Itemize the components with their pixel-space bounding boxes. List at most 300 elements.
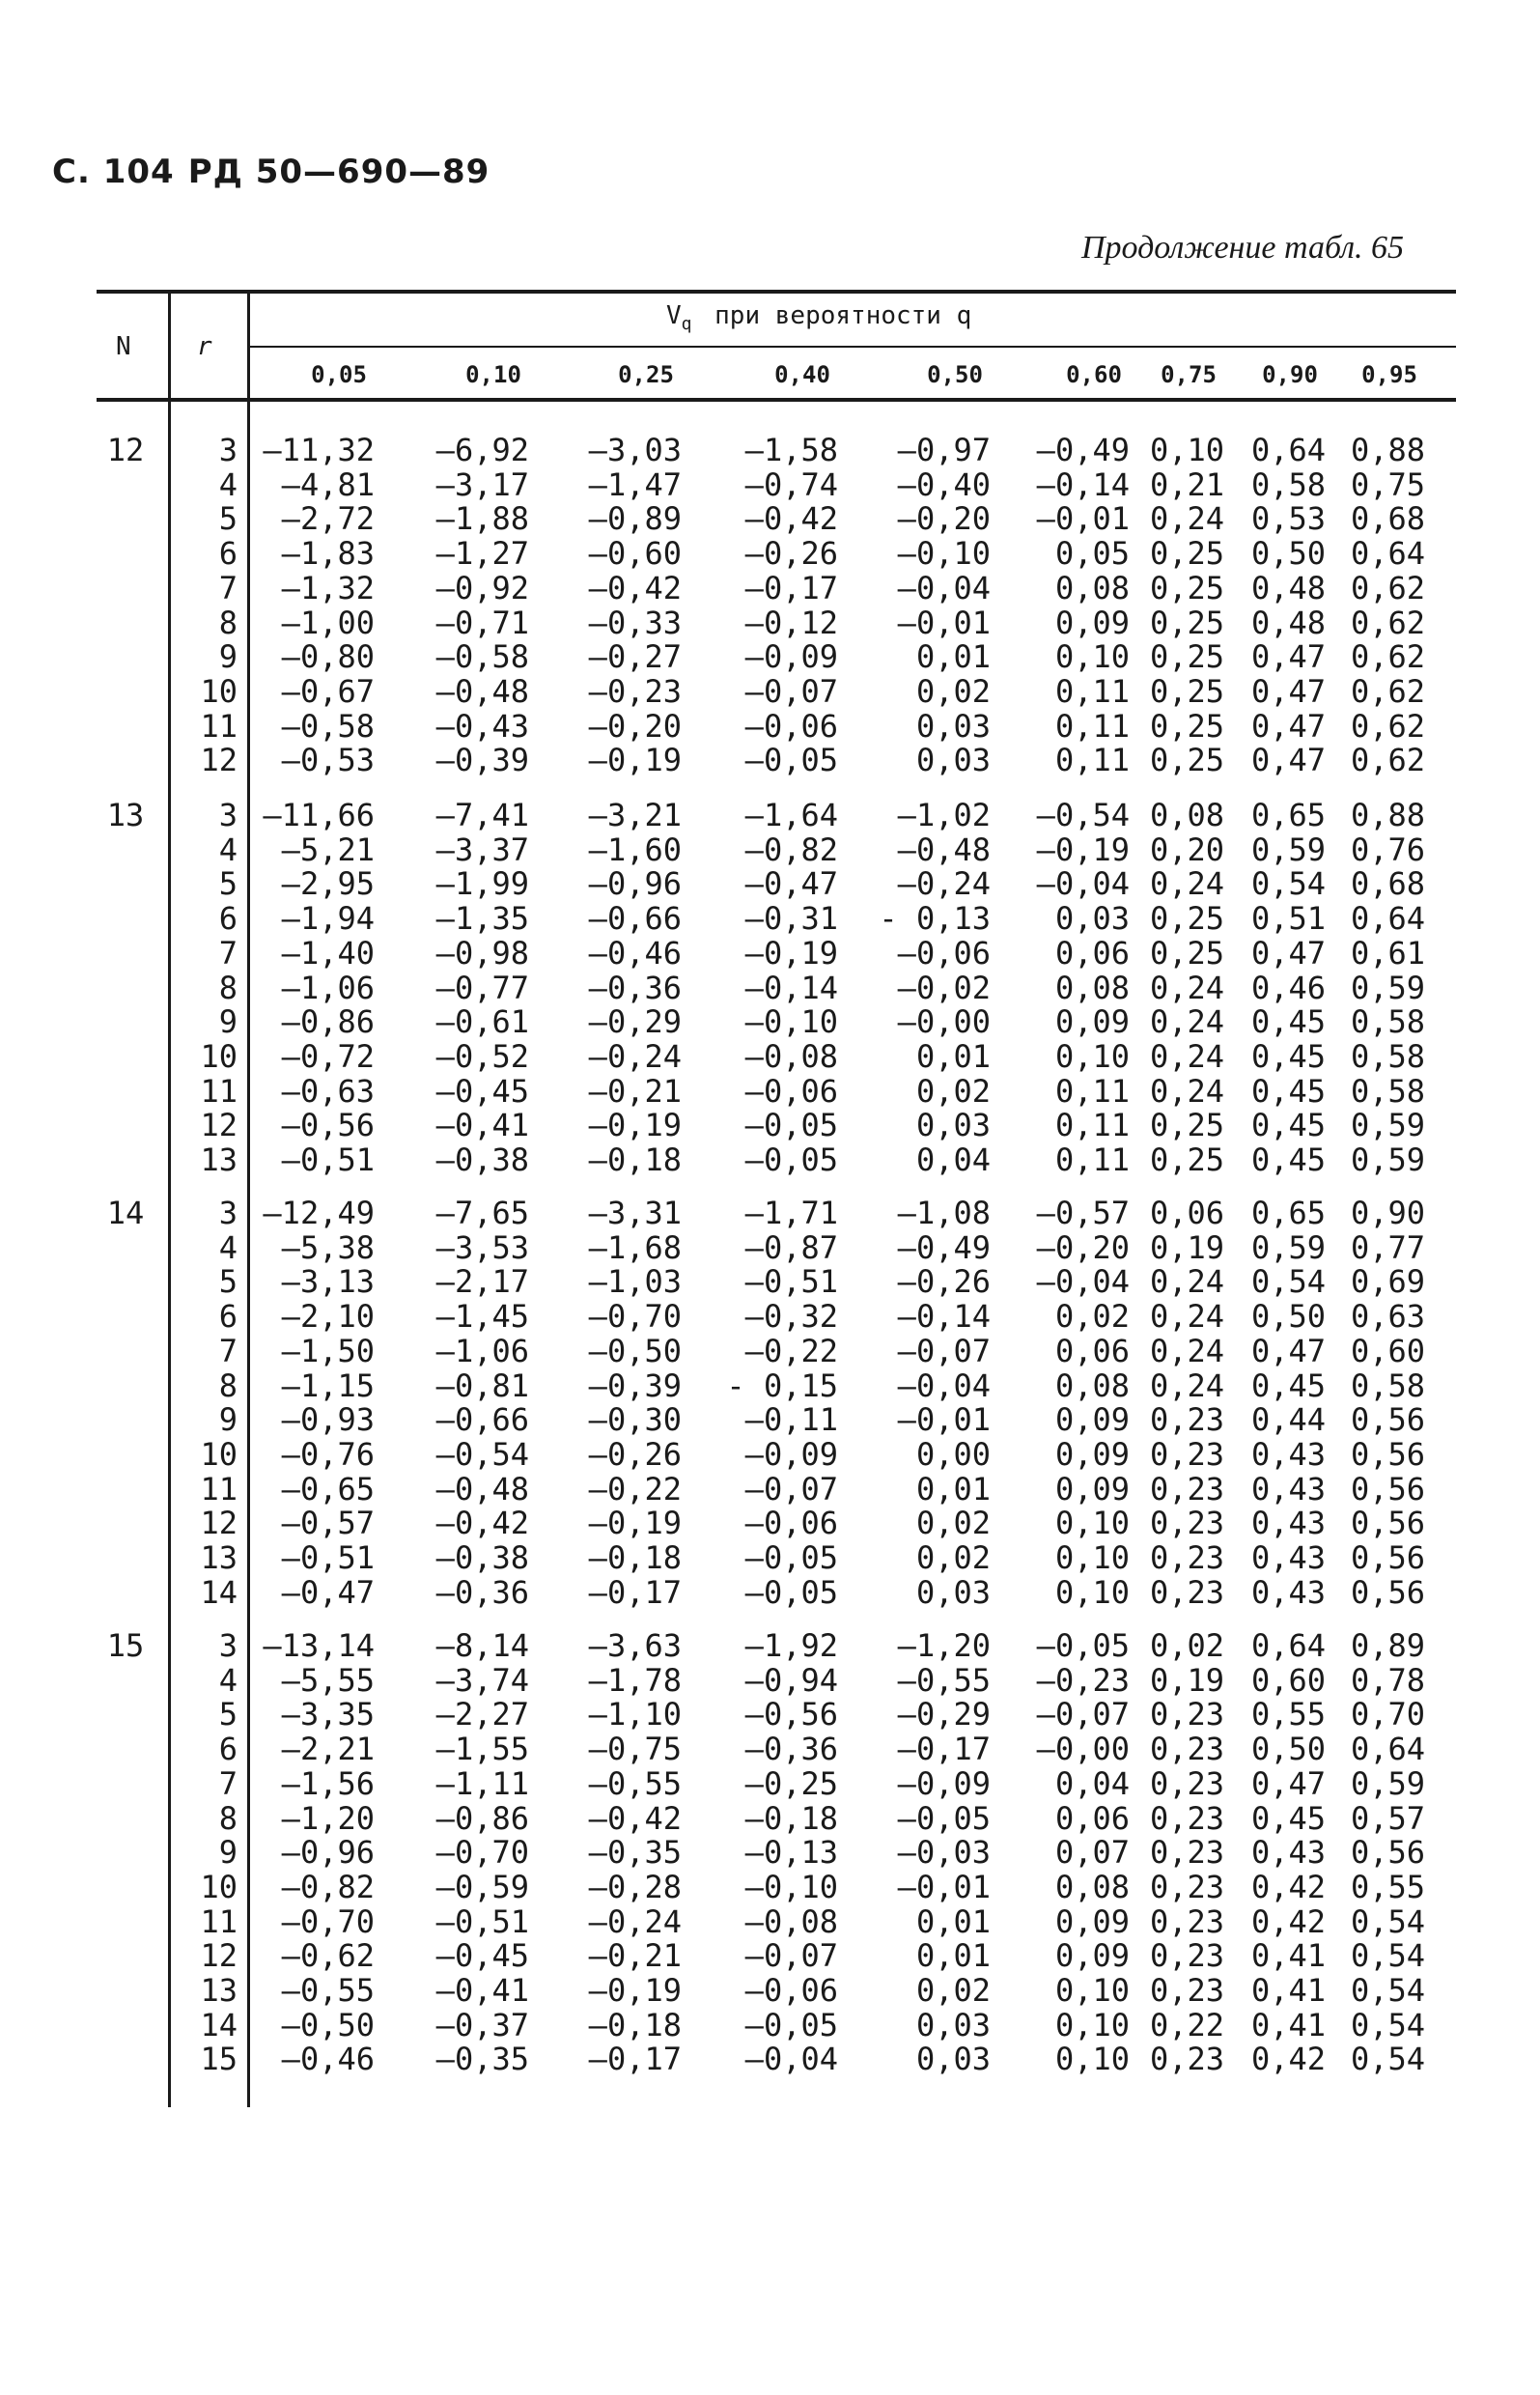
table-cell: —3,63 xyxy=(588,1627,682,1664)
table-cell: 0,23 xyxy=(1149,1799,1224,1837)
table-cell: —0,19 xyxy=(1036,831,1130,868)
table-cell: —0,51 xyxy=(435,1902,529,1940)
table-cell: 0,54 xyxy=(1350,2041,1425,2078)
table-cell: —0,96 xyxy=(588,865,682,903)
table-cell: —0,86 xyxy=(435,1799,529,1837)
header-probability: 0,50 xyxy=(927,361,983,388)
table-cell: —0,74 xyxy=(744,465,838,503)
table-cell: —0,26 xyxy=(588,1435,682,1473)
header-probability: 0,25 xyxy=(618,361,674,388)
table-cell: 0,50 xyxy=(1250,1731,1326,1768)
row-r: 13 xyxy=(200,1539,238,1576)
table-cell: 0,01 xyxy=(915,638,991,676)
row-r: 9 xyxy=(218,1003,238,1041)
table-cell: —0,00 xyxy=(897,1003,991,1041)
header-vq-group xyxy=(666,301,971,334)
table-cell: —0,54 xyxy=(1036,797,1130,833)
table-cell: 0,60 xyxy=(1350,1332,1425,1369)
table-cell: —0,13 xyxy=(744,1834,838,1872)
table-cell: —0,46 xyxy=(588,934,682,972)
table-cell: 0,03 xyxy=(915,742,991,779)
table-cell: —0,04 xyxy=(1036,1263,1130,1301)
table-cell: 0,08 xyxy=(1054,1367,1130,1404)
table-cell: 0,56 xyxy=(1350,1573,1425,1611)
table-cell: —0,72 xyxy=(281,1037,375,1075)
table-cell: —0,66 xyxy=(435,1401,529,1439)
table-cell: —1,02 xyxy=(897,797,991,833)
divider-n-r xyxy=(168,292,171,2107)
table-cell: —0,17 xyxy=(744,569,838,606)
table-cell: 0,59 xyxy=(1350,1141,1425,1178)
table-cell: 0,01 xyxy=(915,1937,991,1975)
table-cell: —0,39 xyxy=(588,1367,682,1404)
row-r: 11 xyxy=(200,1072,238,1110)
table-cell: —0,08 xyxy=(744,1037,838,1075)
table-cell: —0,14 xyxy=(1036,465,1130,503)
table-cell: —0,38 xyxy=(435,1539,529,1576)
table-cell: —2,72 xyxy=(281,500,375,538)
table-cell: —0,56 xyxy=(281,1107,375,1144)
table-cell: —0,14 xyxy=(897,1298,991,1336)
row-r: 5 xyxy=(218,1696,238,1733)
table-cell: 0,47 xyxy=(1250,742,1326,779)
table-cell: —0,45 xyxy=(435,1072,529,1110)
table-cell: —3,17 xyxy=(435,465,529,503)
row-r: 9 xyxy=(218,638,238,676)
table-cell: 0,64 xyxy=(1350,900,1425,938)
table-cell: —0,06 xyxy=(744,707,838,745)
table-cell: 0,41 xyxy=(1250,2006,1326,2043)
table-cell: —3,03 xyxy=(588,432,682,468)
header-probability: 0,90 xyxy=(1262,361,1318,388)
table-cell: —0,41 xyxy=(435,1107,529,1144)
table-cell: —1,27 xyxy=(435,535,529,573)
table-top-rule xyxy=(97,290,1456,294)
table-cell: —3,53 xyxy=(435,1228,529,1266)
table-cell: —0,58 xyxy=(281,707,375,745)
table-cell: —0,29 xyxy=(588,1003,682,1041)
row-r: 11 xyxy=(200,707,238,745)
table-cell: 0,58 xyxy=(1350,1367,1425,1404)
table-cell: 0,57 xyxy=(1350,1799,1425,1837)
table-cell: 0,59 xyxy=(1250,831,1326,868)
table-cell: 0,64 xyxy=(1350,1731,1425,1768)
table-cell: —1,06 xyxy=(435,1332,529,1369)
table-cell: 0,19 xyxy=(1149,1228,1224,1266)
table-cell: 0,24 xyxy=(1149,1367,1224,1404)
row-r: 12 xyxy=(200,1107,238,1144)
table-cell: —0,10 xyxy=(744,1003,838,1041)
table-cell: 0,45 xyxy=(1250,1037,1326,1075)
table-cell: —0,35 xyxy=(588,1834,682,1872)
header-probability: 0,60 xyxy=(1066,361,1122,388)
table-cell: —0,98 xyxy=(435,934,529,972)
table-cell: 0,11 xyxy=(1054,742,1130,779)
table-cell: 0,24 xyxy=(1149,1263,1224,1301)
table-cell: —0,23 xyxy=(1036,1661,1130,1699)
table-cell: —0,10 xyxy=(744,1868,838,1905)
table-cell: —3,74 xyxy=(435,1661,529,1699)
table-cell: —0,05 xyxy=(744,1141,838,1178)
table-cell: 0,00 xyxy=(915,1435,991,1473)
table-cell: 0,62 xyxy=(1350,569,1425,606)
table-cell: —1,58 xyxy=(744,432,838,468)
table-cell: 0,09 xyxy=(1054,1003,1130,1041)
table-cell: 0,01 xyxy=(915,1037,991,1075)
table-cell: —0,02 xyxy=(897,969,991,1006)
row-r: 6 xyxy=(218,1298,238,1336)
table-cell: —1,94 xyxy=(281,900,375,938)
table-cell: 0,02 xyxy=(1054,1298,1130,1336)
table-cell: —13,14 xyxy=(263,1627,375,1664)
table-cell: —5,55 xyxy=(281,1661,375,1699)
table-cell: —0,19 xyxy=(588,742,682,779)
table-cell: 0,25 xyxy=(1149,934,1224,972)
table-cell: —0,20 xyxy=(588,707,682,745)
table-cell: 0,23 xyxy=(1149,1573,1224,1611)
table-cell: 0,24 xyxy=(1149,865,1224,903)
table-cell: —0,22 xyxy=(588,1470,682,1507)
table-cell: 0,23 xyxy=(1149,1696,1224,1733)
table-cell: 0,61 xyxy=(1350,934,1425,972)
table-cell: 0,65 xyxy=(1250,797,1326,833)
table-cell: 0,11 xyxy=(1054,707,1130,745)
header-probability: 0,95 xyxy=(1361,361,1417,388)
table-cell: —0,76 xyxy=(281,1435,375,1473)
table-cell: —0,93 xyxy=(281,1401,375,1439)
table-cell: 0,53 xyxy=(1250,500,1326,538)
table-cell: —1,68 xyxy=(588,1228,682,1266)
table-cell: —6,92 xyxy=(435,432,529,468)
table-cell: —0,96 xyxy=(281,1834,375,1872)
table-cell: —1,15 xyxy=(281,1367,375,1404)
table-cell: 0,62 xyxy=(1350,672,1425,710)
row-r: 3 xyxy=(218,1627,238,1664)
table-cell: —0,40 xyxy=(897,465,991,503)
table-cell: —0,55 xyxy=(281,1972,375,2009)
table-cell: —1,45 xyxy=(435,1298,529,1336)
vq-caption: при вероятности q xyxy=(714,301,972,330)
table-cell: —0,06 xyxy=(744,1072,838,1110)
table-cell: 0,43 xyxy=(1250,1834,1326,1872)
table-cell: —0,01 xyxy=(897,1868,991,1905)
row-r: 8 xyxy=(218,969,238,1006)
table-cell: 0,09 xyxy=(1054,1902,1130,1940)
table-cell: 0,25 xyxy=(1149,1141,1224,1178)
table-cell: 0,24 xyxy=(1149,500,1224,538)
table-cell: —0,65 xyxy=(281,1470,375,1507)
table-cell: 0,22 xyxy=(1149,2006,1224,2043)
table-cell: —0,43 xyxy=(435,707,529,745)
row-r: 3 xyxy=(218,797,238,833)
table-cell: 0,44 xyxy=(1250,1401,1326,1439)
row-r: 5 xyxy=(218,1263,238,1301)
table-cell: 0,03 xyxy=(915,707,991,745)
table-cell: —0,50 xyxy=(281,2006,375,2043)
table-cell: 0,25 xyxy=(1149,604,1224,641)
table-cell: 0,02 xyxy=(915,1072,991,1110)
table-cell: —0,55 xyxy=(588,1764,682,1802)
row-r: 10 xyxy=(200,1435,238,1473)
table-cell: 0,02 xyxy=(915,1972,991,2009)
row-r: 14 xyxy=(200,1573,238,1611)
table-cell: 0,60 xyxy=(1250,1661,1326,1699)
table-cell: 0,64 xyxy=(1250,432,1326,468)
row-r: 6 xyxy=(218,900,238,938)
table-cell: —0,61 xyxy=(435,1003,529,1041)
table-cell: 0,10 xyxy=(1054,1539,1130,1576)
table-cell: —11,66 xyxy=(263,797,375,833)
table-cell: —1,83 xyxy=(281,535,375,573)
table-cell: —0,66 xyxy=(588,900,682,938)
table-cell: 0,58 xyxy=(1250,465,1326,503)
table-cell: —1,06 xyxy=(281,969,375,1006)
table-cell: 0,23 xyxy=(1149,1764,1224,1802)
table-cell: 0,43 xyxy=(1250,1505,1326,1542)
table-cell: 0,43 xyxy=(1250,1539,1326,1576)
table-cell: 0,54 xyxy=(1350,2006,1425,2043)
table-cell: 0,58 xyxy=(1350,1003,1425,1041)
table-cell: 0,56 xyxy=(1350,1401,1425,1439)
table-cell: 0,23 xyxy=(1149,1902,1224,1940)
table-cell: 0,42 xyxy=(1250,1902,1326,1940)
header-sub-rule xyxy=(249,346,1456,348)
table-cell: 0,58 xyxy=(1350,1072,1425,1110)
table-cell: —0,42 xyxy=(588,1799,682,1837)
table-cell: —0,46 xyxy=(281,2041,375,2078)
table-cell: 0,76 xyxy=(1350,831,1425,868)
table-cell: —0,04 xyxy=(1036,865,1130,903)
table-cell: —0,54 xyxy=(435,1435,529,1473)
table-cell: —0,07 xyxy=(1036,1696,1130,1733)
table-cell: 0,65 xyxy=(1250,1195,1326,1231)
table-cell: —1,60 xyxy=(588,831,682,868)
table-cell: —1,50 xyxy=(281,1332,375,1369)
table-cell: 0,25 xyxy=(1149,1107,1224,1144)
table-cell: 0,47 xyxy=(1250,638,1326,676)
table-cell: —7,65 xyxy=(435,1195,529,1231)
row-r: 7 xyxy=(218,1764,238,1802)
table-cell: 0,02 xyxy=(915,1505,991,1542)
row-r: 9 xyxy=(218,1401,238,1439)
table-cell: —0,09 xyxy=(897,1764,991,1802)
table-cell: 0,25 xyxy=(1149,707,1224,745)
row-r: 7 xyxy=(218,934,238,972)
table-cell: —0,97 xyxy=(897,432,991,468)
table-cell: —0,42 xyxy=(588,569,682,606)
row-r: 3 xyxy=(218,1195,238,1231)
table-cell: —0,25 xyxy=(744,1764,838,1802)
table-cell: 0,90 xyxy=(1350,1195,1425,1231)
row-r: 13 xyxy=(200,1141,238,1178)
table-cell: —1,10 xyxy=(588,1696,682,1733)
table-cell: —0,70 xyxy=(281,1902,375,1940)
table-cell: 0,07 xyxy=(1054,1834,1130,1872)
table-cell: 0,47 xyxy=(1250,1332,1326,1369)
table-cell: —0,49 xyxy=(897,1228,991,1266)
row-r: 5 xyxy=(218,865,238,903)
table-cell: —0,05 xyxy=(897,1799,991,1837)
table-cell: —1,20 xyxy=(281,1799,375,1837)
table-cell: —2,10 xyxy=(281,1298,375,1336)
table-cell: —0,05 xyxy=(744,1573,838,1611)
table-cell: —0,05 xyxy=(744,2006,838,2043)
table-cell: —1,47 xyxy=(588,465,682,503)
table-cell: —0,24 xyxy=(897,865,991,903)
table-cell: —0,20 xyxy=(1036,1228,1130,1266)
table-cell: 0,04 xyxy=(1054,1764,1130,1802)
table-cell: —0,17 xyxy=(897,1731,991,1768)
table-cell: 0,54 xyxy=(1250,1263,1326,1301)
table-cell: —0,24 xyxy=(588,1037,682,1075)
table-cell: 0,10 xyxy=(1054,1573,1130,1611)
table-cell: —0,48 xyxy=(897,831,991,868)
table-cell: 0,55 xyxy=(1250,1696,1326,1733)
table-cell: —1,92 xyxy=(744,1627,838,1664)
table-cell: —0,06 xyxy=(897,934,991,972)
table-cell: 0,10 xyxy=(1054,1505,1130,1542)
table-cell: —5,38 xyxy=(281,1228,375,1266)
table-cell: —4,81 xyxy=(281,465,375,503)
table-cell: —0,37 xyxy=(435,2006,529,2043)
table-cell: 0,45 xyxy=(1250,1367,1326,1404)
table-cell: 0,43 xyxy=(1250,1435,1326,1473)
table-cell: 0,04 xyxy=(915,1141,991,1178)
table-cell: —0,01 xyxy=(1036,500,1130,538)
group-n: 14 xyxy=(106,1195,145,1231)
table-cell: 0,09 xyxy=(1054,1470,1130,1507)
table-cell: 0,03 xyxy=(915,2041,991,2078)
table-cell: 0,23 xyxy=(1149,1401,1224,1439)
table-cell: —0,89 xyxy=(588,500,682,538)
table-cell: 0,77 xyxy=(1350,1228,1425,1266)
table-cell: 0,24 xyxy=(1149,1037,1224,1075)
table-cell: —0,41 xyxy=(435,1972,529,2009)
table-cell: —0,63 xyxy=(281,1072,375,1110)
table-cell: —1,00 xyxy=(281,604,375,641)
table-cell: —0,01 xyxy=(897,1401,991,1439)
table-cell: —0,07 xyxy=(744,672,838,710)
table-cell: 0,10 xyxy=(1149,432,1224,468)
table-cell: 0,23 xyxy=(1149,1539,1224,1576)
table-cell: 0,24 xyxy=(1149,969,1224,1006)
table-cell: 0,23 xyxy=(1149,1972,1224,2009)
table-cell: 0,09 xyxy=(1054,1401,1130,1439)
table-cell: 0,48 xyxy=(1250,604,1326,641)
table-cell: —0,26 xyxy=(897,1263,991,1301)
table-cell: 0,24 xyxy=(1149,1298,1224,1336)
table-cell: —0,57 xyxy=(1036,1195,1130,1231)
table-cell: —0,29 xyxy=(897,1696,991,1733)
table-cell: 0,08 xyxy=(1149,797,1224,833)
table-cell: —12,49 xyxy=(263,1195,375,1231)
table-cell: 0,68 xyxy=(1350,500,1425,538)
table-cell: 0,46 xyxy=(1250,969,1326,1006)
table-cell: 0,62 xyxy=(1350,604,1425,641)
row-r: 8 xyxy=(218,1799,238,1837)
table-cell: 0,45 xyxy=(1250,1003,1326,1041)
table-cell: —0,08 xyxy=(744,1902,838,1940)
table-cell: —0,01 xyxy=(897,604,991,641)
table-cell: —0,56 xyxy=(744,1696,838,1733)
table-cell: —0,04 xyxy=(897,569,991,606)
table-cell: 0,58 xyxy=(1350,1037,1425,1075)
table-cell: 0,56 xyxy=(1350,1505,1425,1542)
table-cell: 0,25 xyxy=(1149,742,1224,779)
table-cell: —0,52 xyxy=(435,1037,529,1075)
table-cell: 0,55 xyxy=(1350,1868,1425,1905)
table-cell: —0,11 xyxy=(744,1401,838,1439)
table-cell: —0,57 xyxy=(281,1505,375,1542)
table-cell: —0,51 xyxy=(744,1263,838,1301)
table-cell: —0,07 xyxy=(744,1937,838,1975)
table-cell: 0,23 xyxy=(1149,1470,1224,1507)
table-cell: —0,48 xyxy=(435,1470,529,1507)
table-cell: 0,62 xyxy=(1350,742,1425,779)
table-cell: 0,25 xyxy=(1149,672,1224,710)
table-cell: 0,21 xyxy=(1149,465,1224,503)
table-cell: —0,47 xyxy=(281,1573,375,1611)
row-r: 7 xyxy=(218,569,238,606)
table-cell: —0,27 xyxy=(588,638,682,676)
table-cell: —0,12 xyxy=(744,604,838,641)
row-r: 12 xyxy=(200,1505,238,1542)
table-cell: 0,41 xyxy=(1250,1937,1326,1975)
row-r: 8 xyxy=(218,1367,238,1404)
table-cell: —0,07 xyxy=(897,1332,991,1369)
table-cell: 0,25 xyxy=(1149,569,1224,606)
table-cell: 0,24 xyxy=(1149,1003,1224,1041)
table-cell: —0,92 xyxy=(435,569,529,606)
table-cell: —0,21 xyxy=(588,1072,682,1110)
table-cell: —1,99 xyxy=(435,865,529,903)
table-cell: —0,05 xyxy=(744,742,838,779)
table-cell: 0,23 xyxy=(1149,1868,1224,1905)
table-cell: 0,02 xyxy=(915,1539,991,1576)
table-cell: —0,00 xyxy=(1036,1731,1130,1768)
table-cell: 0,48 xyxy=(1250,569,1326,606)
table-cell: 0,56 xyxy=(1350,1435,1425,1473)
table-cell: —0,82 xyxy=(744,831,838,868)
row-r: 4 xyxy=(218,1228,238,1266)
row-r: 7 xyxy=(218,1332,238,1369)
table-cell: 0,11 xyxy=(1054,1107,1130,1144)
table-cell: 0,06 xyxy=(1054,1799,1130,1837)
table-cell: 0,54 xyxy=(1350,1937,1425,1975)
table-cell: 0,11 xyxy=(1054,1072,1130,1110)
table-cell: —0,24 xyxy=(588,1902,682,1940)
table-cell: —0,94 xyxy=(744,1661,838,1699)
table-cell: —0,70 xyxy=(435,1834,529,1872)
table-cell: —0,03 xyxy=(897,1834,991,1872)
table-cell: 0,11 xyxy=(1054,672,1130,710)
table-cell: —0,82 xyxy=(281,1868,375,1905)
row-r: 11 xyxy=(200,1902,238,1940)
table-cell: 0,06 xyxy=(1149,1195,1224,1231)
row-r: 14 xyxy=(200,2006,238,2043)
table-cell: 0,01 xyxy=(915,1902,991,1940)
table-cell: —0,51 xyxy=(281,1141,375,1178)
table-cell: —0,38 xyxy=(435,1141,529,1178)
table-cell: 0,68 xyxy=(1350,865,1425,903)
header-r: r xyxy=(197,332,212,361)
table-cell: —0,19 xyxy=(588,1505,682,1542)
table-cell: —0,31 xyxy=(744,900,838,938)
table-cell: 0,70 xyxy=(1350,1696,1425,1733)
header-probability: 0,40 xyxy=(774,361,830,388)
table-cell: —1,64 xyxy=(744,797,838,833)
table-cell: —0,14 xyxy=(744,969,838,1006)
